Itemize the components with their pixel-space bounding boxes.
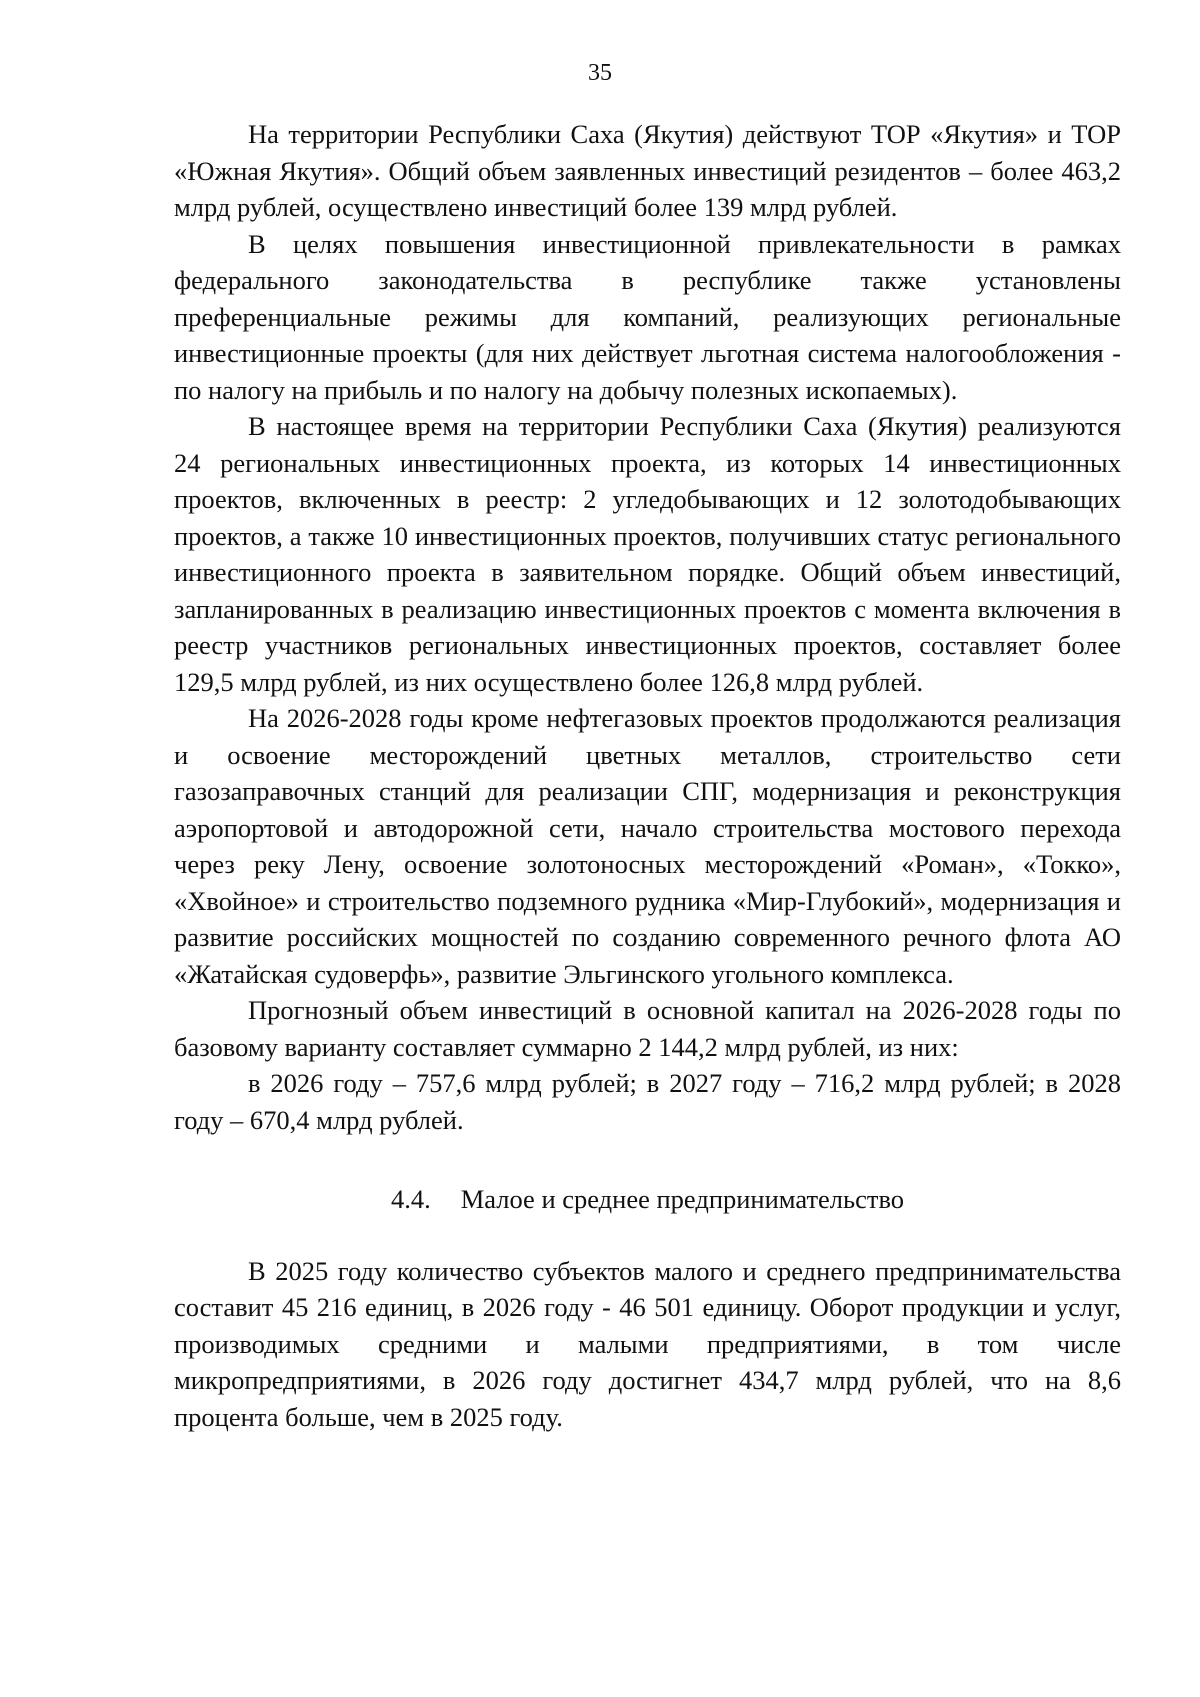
paragraph-regional-projects: В настоящее время на территории Республики Саха (Якутия) реализуются 24 региональных инвестиционных проекта, из которых 14 инвестиционных проектов, включенных в реестр: 2 угледобывающих и 12 золотодобывающих проектов, а также 10 инвестиционных проектов, получивших статус регионального инвестиционного проекта в заявительном порядке. Общий объем инвестиций, запланированных в реализацию инвестиционных проектов с момента включения в реестр участников региональных инвестиционных проектов, составляет более 129,5 млрд рублей, из них осуществлено более 126,8 млрд рублей.	[174, 411, 1121, 697]
section-heading	[174, 1181, 1121, 1218]
section-title: Малое и среднее предпринимательство	[460, 1184, 905, 1214]
paragraph-tor: На территории Республики Саха (Якутия) действуют ТОР «Якутия» и ТОР «Южная Якутия». Общий объем заявленных инвестиций резидентов – более 463,2 млрд рублей, осуществлено инвестиций более 139 млрд рублей.	[174, 119, 1121, 222]
page-number: 35	[588, 60, 612, 86]
paragraph-investment-by-year: в 2026 году – 757,6 млрд рублей; в 2027 году – 716,2 млрд рублей; в 2028 году – 670,4 млрд рублей.	[174, 1068, 1121, 1135]
paragraph-forecast-investment: Прогнозный объем инвестиций в основной капитал на 2026-2028 годы по базовому варианту составляет суммарно 2 144,2 млрд рублей, из них:	[174, 995, 1121, 1062]
paragraph-preferential-regimes: В целях повышения инвестиционной привлекательности в рамках федерального законодательства в республике также установлены преференциальные режимы для компаний, реализующих региональные инвестиционные проекты (для них действует льготная система налогообложения - по налогу на прибыль и по налогу на добычу полезных ископаемых).	[174, 228, 1121, 405]
section-number: 4.4.	[390, 1184, 431, 1214]
paragraph-sme: В 2025 году количество субъектов малого и среднего предпринимательства составит 45 216 единиц, в 2026 году - 46 501 единицу. Оборот продукции и услуг, производимых средними и малыми предприятиями, в том числе микропредприятиями, в 2026 году достигнет 434,7 млрд рублей, что на 8,6 процента больше, чем в 2025 году.	[174, 1255, 1121, 1432]
document-body	[174, 116, 1121, 1435]
paragraph-2026-2028-projects: На 2026-2028 годы кроме нефтегазовых проектов продолжаются реализация и освоение месторождений цветных металлов, строительство сети газозаправочных станций для реализации СПГ, модернизация и реконструкция аэропортовой и автодорожной сети, начало строительства мостового перехода через реку Лену, освоение золотоносных месторождений «Роман», «Токко», «Хвойное» и строительство подземного рудника «Мир-Глубокий», модернизация и развитие российских мощностей по созданию современного речного флота АО «Жатайская судоверфь», развитие Эльгинского угольного комплекса.	[174, 703, 1121, 989]
